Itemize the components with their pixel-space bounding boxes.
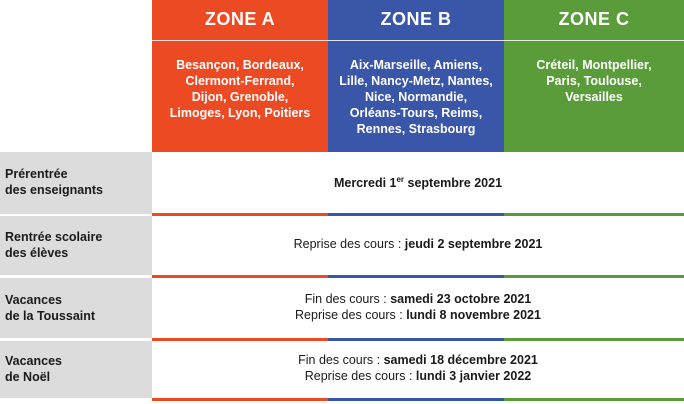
row-content-toussaint xyxy=(152,278,684,338)
zone-a-city-line: Besançon, Bordeaux, xyxy=(176,58,304,72)
row-label-line: Rentrée scolaire xyxy=(5,230,103,244)
zone-b-city-line: Nice, Normandie, xyxy=(364,90,468,104)
rentree-date: jeudi 2 septembre 2021 xyxy=(404,237,543,251)
noel-end-date: samedi 18 décembre 2021 xyxy=(383,353,538,367)
zone-b-city-line: Lille, Nancy-Metz, Nantes, xyxy=(339,74,493,88)
row-label-prerentree xyxy=(0,152,152,214)
row-label-line: de Noël xyxy=(5,370,51,384)
zone-a-city-line: Dijon, Grenoble, xyxy=(191,90,289,104)
prerentree-date-sup: er xyxy=(396,174,405,184)
zone-a-title: ZONE A xyxy=(204,9,276,29)
zone-b-divider xyxy=(328,40,504,41)
separator-zone-a xyxy=(152,398,328,401)
zone-c-title: ZONE C xyxy=(558,9,630,29)
zone-c-header xyxy=(504,0,684,152)
noel-resume-date: lundi 3 janvier 2022 xyxy=(415,369,532,383)
zone-a-header xyxy=(152,0,328,152)
zone-c-city-line: Paris, Toulouse, xyxy=(546,74,642,88)
row-content-noel xyxy=(152,341,684,398)
separator-zone-b xyxy=(328,398,504,401)
toussaint-resume-date: lundi 8 novembre 2021 xyxy=(406,308,541,322)
row-label-noel xyxy=(0,341,152,398)
zone-a-cities xyxy=(156,57,324,121)
zone-c-cities xyxy=(508,57,680,105)
rentree-label: Reprise des cours : xyxy=(293,237,405,251)
separator-zone-c xyxy=(504,398,684,401)
zone-c-city-line: Créteil, Montpellier, xyxy=(536,58,652,72)
zone-b-city-line: Orléans-Tours, Reims, xyxy=(349,106,483,120)
row-content-prerentree xyxy=(152,152,684,214)
row-label-toussaint xyxy=(0,278,152,338)
zone-c-city-line: Versailles xyxy=(565,90,623,104)
zone-c-divider xyxy=(504,40,684,41)
zone-b-title: ZONE B xyxy=(380,9,452,29)
prerentree-date-day: Mercredi 1 xyxy=(333,176,397,190)
zone-b-city-line: Rennes, Strasbourg xyxy=(356,122,476,136)
noel-end-label: Fin des cours : xyxy=(298,353,384,367)
toussaint-end-label: Fin des cours : xyxy=(304,292,391,306)
row-label-line: Prérentrée xyxy=(5,167,68,181)
zone-a-city-line: Limoges, Lyon, Poitiers xyxy=(169,106,311,120)
toussaint-end-date: samedi 23 octobre 2021 xyxy=(390,292,532,306)
row-label-rentree xyxy=(0,216,152,275)
zone-b-cities xyxy=(332,57,500,137)
noel-resume-label: Reprise des cours : xyxy=(304,369,416,383)
prerentree-date-rest: septembre 2021 xyxy=(404,176,503,190)
row-label-line: de la Toussaint xyxy=(5,309,96,323)
zone-a-city-line: Clermont-Ferrand, xyxy=(185,74,295,88)
row-label-line: des élèves xyxy=(5,246,69,260)
zone-b-city-line: Aix-Marseille, Amiens, xyxy=(349,58,483,72)
row-label-line: Vacances xyxy=(5,354,62,368)
row-label-line: Vacances xyxy=(5,293,62,307)
zone-a-divider xyxy=(152,40,328,41)
row-content-rentree xyxy=(152,216,684,275)
zone-b-header xyxy=(328,0,504,152)
toussaint-resume-label: Reprise des cours : xyxy=(295,308,407,322)
row-label-line: des enseignants xyxy=(5,183,103,197)
